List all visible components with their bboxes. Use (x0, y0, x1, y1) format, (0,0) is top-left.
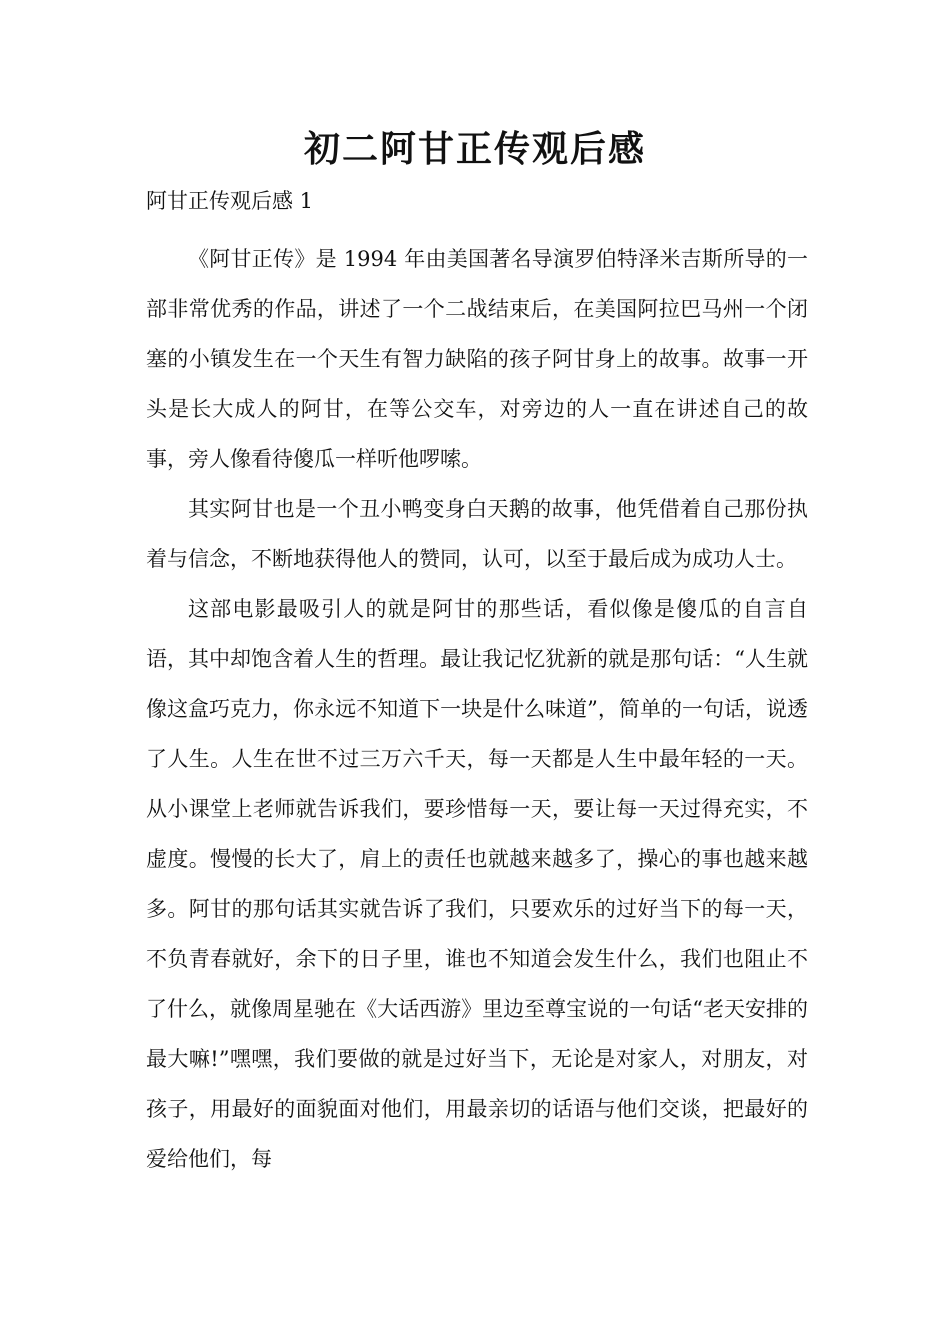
document-subtitle: 阿甘正传观后感 1 (146, 189, 314, 213)
paragraph-3: 这部电影最吸引人的就是阿甘的那些话，看似像是傻瓜的自言自语，其中却饱含着人生的哲理。最让我记忆犹新的就是那句话：“人生就像这盒巧克力，你永远不知道下一块是什么味道”，简单的一句话，说透了人生。人生在世不过三万六千天，每一天都是人生中最年轻的一天。从小课堂上老师就告诉我们，要珍惜每一天，要让每一天过得充实，不虚度。慢慢的长大了，肩上的责任也就越来越多了，操心的事也越来越多。阿甘的那句话其实就告诉了我们，只要欢乐的过好当下的每一天，不负青春就好，余下的日子里，谁也不知道会发生什么，我们也阻止不了什么，就像周星驰在《大话西游》里边至尊宝说的一句话“老天安排的最大嘛!”嘿嘿，我们要做的就是过好当下，无论是对家人，对朋友，对孩子，用最好的面貌面对他们，用最亲切的话语与他们交谈，把最好的爱给他们，每 (146, 597, 808, 1171)
document-body (146, 234, 808, 1184)
document-title: 初二阿甘正传观后感 (303, 129, 646, 170)
paragraph-2: 其实阿甘也是一个丑小鸭变身白天鹅的故事，他凭借着自己那份执着与信念，不断地获得他人的赞同，认可，以至于最后成为成功人士。 (146, 497, 808, 571)
paragraph-1: 《阿甘正传》是 1994 年由美国著名导演罗伯特泽米吉斯所导的一部非常优秀的作品，讲述了一个二战结束后，在美国阿拉巴马州一个闭塞的小镇发生在一个天生有智力缺陷的孩子阿甘身上的故事。故事一开头是长大成人的阿甘，在等公交车，对旁边的人一直在讲述自己的故事，旁人像看待傻瓜一样听他啰嗦。 (146, 247, 808, 471)
